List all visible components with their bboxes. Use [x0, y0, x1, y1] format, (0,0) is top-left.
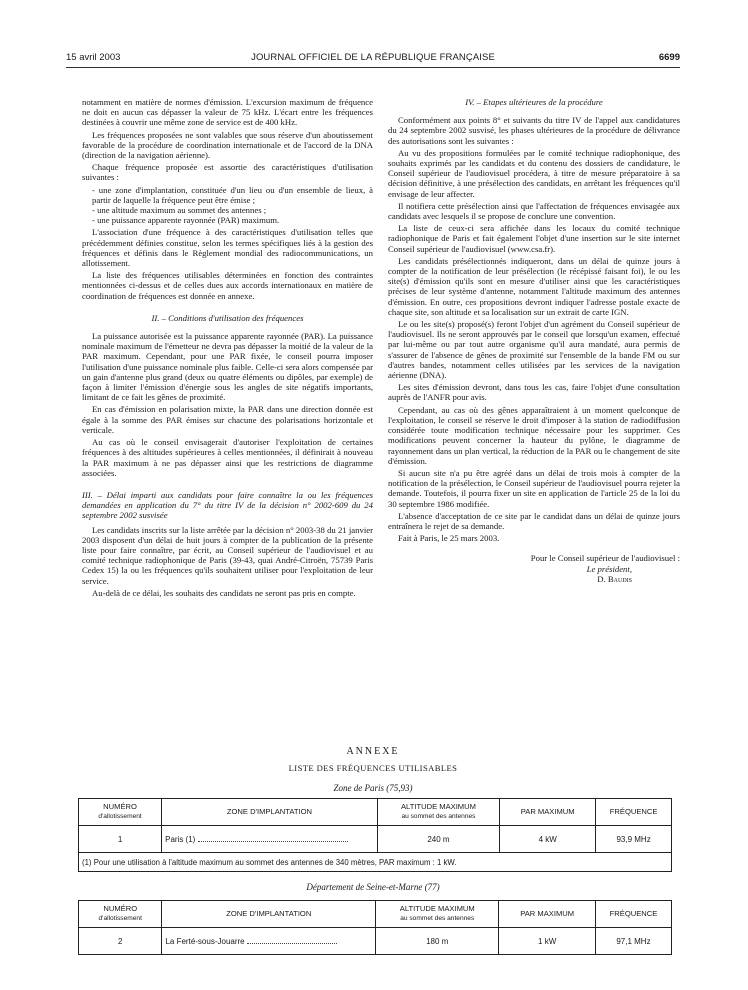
- column-header-number: NUMÉRO d'allotissement: [79, 799, 162, 826]
- annex-subtitle: LISTE DES FRÉQUENCES UTILISABLES: [288, 763, 458, 773]
- column-header-number: NUMÉRO d'allotissement: [79, 901, 162, 928]
- paragraph: Conformément aux points 8° et suivants du titre IV de l'appel aux candidatures du 24 septembre 2002 susvisé, les phases ultérieures de la procédure de délivrance des autorisations sont les suivantes :: [388, 115, 680, 146]
- table-row: [79, 826, 672, 853]
- paragraph: Les fréquences proposées ne sont valables que sous réserve d'un aboutissement favorable de la procédure de coordination internationale et de l'accord de la DNA (direction de la navigation aérienne).: [82, 129, 373, 161]
- signature-name: D. Baudis: [597, 574, 632, 585]
- signature-line: Pour le Conseil supérieur de l'audiovisuel :: [530, 553, 680, 564]
- header-rule: [66, 67, 680, 68]
- frequency-table-paris: [78, 798, 672, 872]
- paragraph: La puissance autorisée est la puissance apparente rayonnée (PAR). La puissance nominale maximum de l'émetteur ne devra pas dépasser la moitié de la valeur de la PAR maximum. Cependant, pour une PAR fixée, le conseil pourra imposer l'utilisation d'une puissance nominale plus faible. Celle-ci sera alors compensée par un gain d'antenne plus grand (deux ou quatre éléments ou dipôles, par exemple) de façon à limiter l'émission d'énergie sous les angles de site négatifs importants, limitant de ce fait les gênes de proximité.: [82, 331, 373, 403]
- paragraph: Cependant, au cas où des gênes apparaîtraient à un moment quelconque de l'exploitation, le conseil se réserve le droit d'imposer à la station de radiodiffusion considérée toute modification technique nécessaire pour les supprimer. Ces modifications peuvent concerner la hauteur du pylône, le diagramme de rayonnement dans un plan vertical, la réduction de la PAR ou le changement de site d'émission.: [388, 404, 680, 466]
- paragraph: Les candidats inscrits sur la liste arrêtée par la décision n° 2003-38 du 21 janvier 2003 disposent d'un délai de huit jours à compter de la publication de la présente liste pour faire connaître, par écrit, au Conseil supérieur de l'audiovisuel et au comité technique radiophonique de Paris (39-43, quai André-Citroën, 75739 Paris Cedex 15) la ou les fréquences qu'ils souhaitent utiliser pour l'exploitation de leur service.: [82, 524, 373, 586]
- paragraph: Les sites d'émission devront, dans tous les cas, faire l'objet d'une consultation auprès de l'ANFR pour avis.: [388, 382, 680, 403]
- paragraph: Si aucun site n'a pu être agréé dans un délai de trois mois à compter de la notification de la présélection, le Conseil supérieur de l'audiovisuel pourra rejeter la demande. Toutefois, il pourra fixer un site en application de l'article 25 de la loi du 30 septembre 1986 modifiée.: [388, 467, 680, 509]
- allotment-number: 2: [79, 928, 162, 955]
- characteristics-list: [82, 185, 373, 226]
- column-header-altitude: ALTITUDE MAXIMUM au sommet des antennes: [376, 901, 499, 928]
- paragraph: Les candidats présélectionnés indiqueront, dans un délai de quinze jours à compter de la notification de leur présélection (le récépissé faisant foi), le ou les site(s) d'émission qu'ils sont en mesure d'utiliser ainsi que les caractéristiques précises de leur système d'antenne, notamment l'altitude maximum des antennes d'émission. En outre, ces propositions devront indiquer l'adresse postale exacte de chaque site, son altitude et sa localisation sur un extrait de carte IGN.: [388, 255, 680, 317]
- zone-title: Zone de Paris (75,93): [333, 783, 413, 793]
- paragraph: Au-delà de ce délai, les souhaits des candidats ne seront pas pris en compte.: [92, 587, 356, 598]
- paragraph: Fait à Paris, le 25 mars 2003.: [398, 533, 500, 544]
- column-header-zone: ZONE D'IMPLANTATION: [162, 901, 376, 928]
- table-row: [79, 928, 672, 955]
- section-heading-iv: IV. – Etapes ultérieures de la procédure: [465, 97, 603, 107]
- allotment-number: 1: [79, 826, 162, 853]
- paragraph: Le ou les site(s) proposé(s) feront l'objet d'un agrément du Conseil supérieur de l'audiovisuel. Ils ne seront approuvés par le conseil que lorsqu'un examen, effectué par lui-même ou par tout autre organisme qu'il aura mandaté, aura permis de s'assurer de l'absence de gênes de proximité sur l'ensemble de la bande FM ou sur d'autres bandes, notamment celles utilisées par les services de la navigation aérienne (DNA).: [388, 319, 680, 381]
- right-column: [388, 97, 680, 585]
- section-heading-iii: III. – Délai imparti aux candidats pour faire connaître la ou les fréquences demandées en application du 7° du titre IV de la décision n° 2002-609 du 24 septembre 2002 susvisée: [82, 489, 373, 521]
- frequency-cell: 93,9 MHz: [596, 826, 672, 853]
- zone-title: Département de Seine-et-Marne (77): [306, 882, 440, 892]
- column-header-par: PAR MAXIMUM: [500, 799, 596, 826]
- paragraph: notamment en matière de normes d'émission. L'excursion maximum de fréquence ne doit en aucun cas dépasser la valeur de 75 kHz. L'écart entre les fréquences destinées à couvrir une même zone de service est de 400 kHz.: [82, 97, 373, 128]
- paragraph: Au cas où le conseil envisagerait d'autoriser l'exploitation de certaines fréquences à des altitudes supérieures à celles mentionnées, il définirait à nouveau la PAR maximum à ne pas dépasser ainsi que les restrictions de diagramme associées.: [82, 437, 373, 478]
- annex-title: ANNEXE: [346, 746, 400, 757]
- column-header-frequency: FRÉQUENCE: [595, 901, 671, 928]
- column-header-par: PAR MAXIMUM: [499, 901, 596, 928]
- table-footnote: (1) Pour une utilisation à l'altitude maximum au sommet des antennes de 340 mètres, PAR maximum : 1 kW.: [79, 853, 672, 872]
- paragraph: L'association d'une fréquence à des caractéristiques d'utilisation telles que précédemment définies constitue, selon les termes spécifiques liés à la gestion des fréquences et définis dans le Règlement mondial des radiocommunications, un allotissement.: [82, 227, 373, 269]
- zone-cell: La Ferté-sous-Jouarre: [162, 928, 376, 955]
- par-cell: 1 kW: [499, 928, 596, 955]
- left-column: [82, 97, 373, 600]
- column-header-zone: ZONE D'IMPLANTATION: [162, 799, 378, 826]
- page-header: [66, 52, 680, 68]
- signature-role: Le président,: [586, 563, 632, 574]
- signature-block: [388, 553, 680, 584]
- list-item: - une zone d'implantation, constituée d'un lieu ou d'un ensemble de lieux, à partir de laquelle la fréquence peut être émise ;: [92, 184, 373, 205]
- column-header-altitude: ALTITUDE MAXIMUM au sommet des antennes: [377, 799, 499, 826]
- list-item: - une puissance apparente rayonnée (PAR) maximum.: [92, 215, 280, 226]
- par-cell: 4 kW: [500, 826, 596, 853]
- frequency-cell: 97,1 MHz: [595, 928, 671, 955]
- paragraph: Il notifiera cette présélection ainsi que l'affectation de fréquences envisagée aux candidats avec lesquels il se propose de conclure une convention.: [388, 200, 680, 222]
- paragraph: En cas d'émission en polarisation mixte, la PAR dans une direction donnée est égale à la somme des PAR émises sur chacune des polarisations horizontale et verticale.: [82, 404, 373, 435]
- paragraph: Chaque fréquence proposée est assortie des caractéristiques d'utilisation suivantes :: [82, 162, 373, 183]
- altitude-cell: 240 m: [377, 826, 499, 853]
- paragraph: L'absence d'acceptation de ce site par le candidat dans un délai de quinze jours entraînera le rejet de sa demande.: [388, 510, 680, 531]
- frequency-table-seine-et-marne: [78, 900, 672, 955]
- section-heading-ii: II. – Conditions d'utilisation des fréquences: [151, 312, 304, 323]
- zone-cell: Paris (1): [162, 826, 378, 853]
- paragraph: La liste des fréquences utilisables déterminées en fonction des contraintes mentionnées ci-dessus et de celles dues aux accords internationaux en matière de coordination de fréquences est donnée en annexe.: [82, 270, 373, 301]
- paragraph: La liste de ceux-ci sera affichée dans les locaux du comité technique radiophonique de Paris et fait également l'objet d'une insertion sur le site internet Conseil supérieur de l'audiovisuel (www.csa.fr).: [388, 223, 680, 254]
- altitude-cell: 180 m: [376, 928, 499, 955]
- journal-title: JOURNAL OFFICIEL DE LA RÉPUBLIQUE FRANÇAISE: [251, 52, 495, 63]
- page-number: 6699: [658, 52, 680, 63]
- list-item: - une altitude maximum au sommet des antennes ;: [92, 205, 267, 216]
- header-date: 15 avril 2003: [66, 52, 121, 63]
- paragraph: Au vu des propositions formulées par le comité technique radiophonique, des souhaits exprimés par les candidats et du contenu des dossiers de candidature, le Conseil supérieur de l'audiovisuel procédera, à titre de mesure préparatoire à sa décision définitive, à une présélection des candidats, en arrêtant les fréquences qu'il envisage de leur affecter.: [388, 147, 680, 199]
- column-header-frequency: FRÉQUENCE: [596, 799, 672, 826]
